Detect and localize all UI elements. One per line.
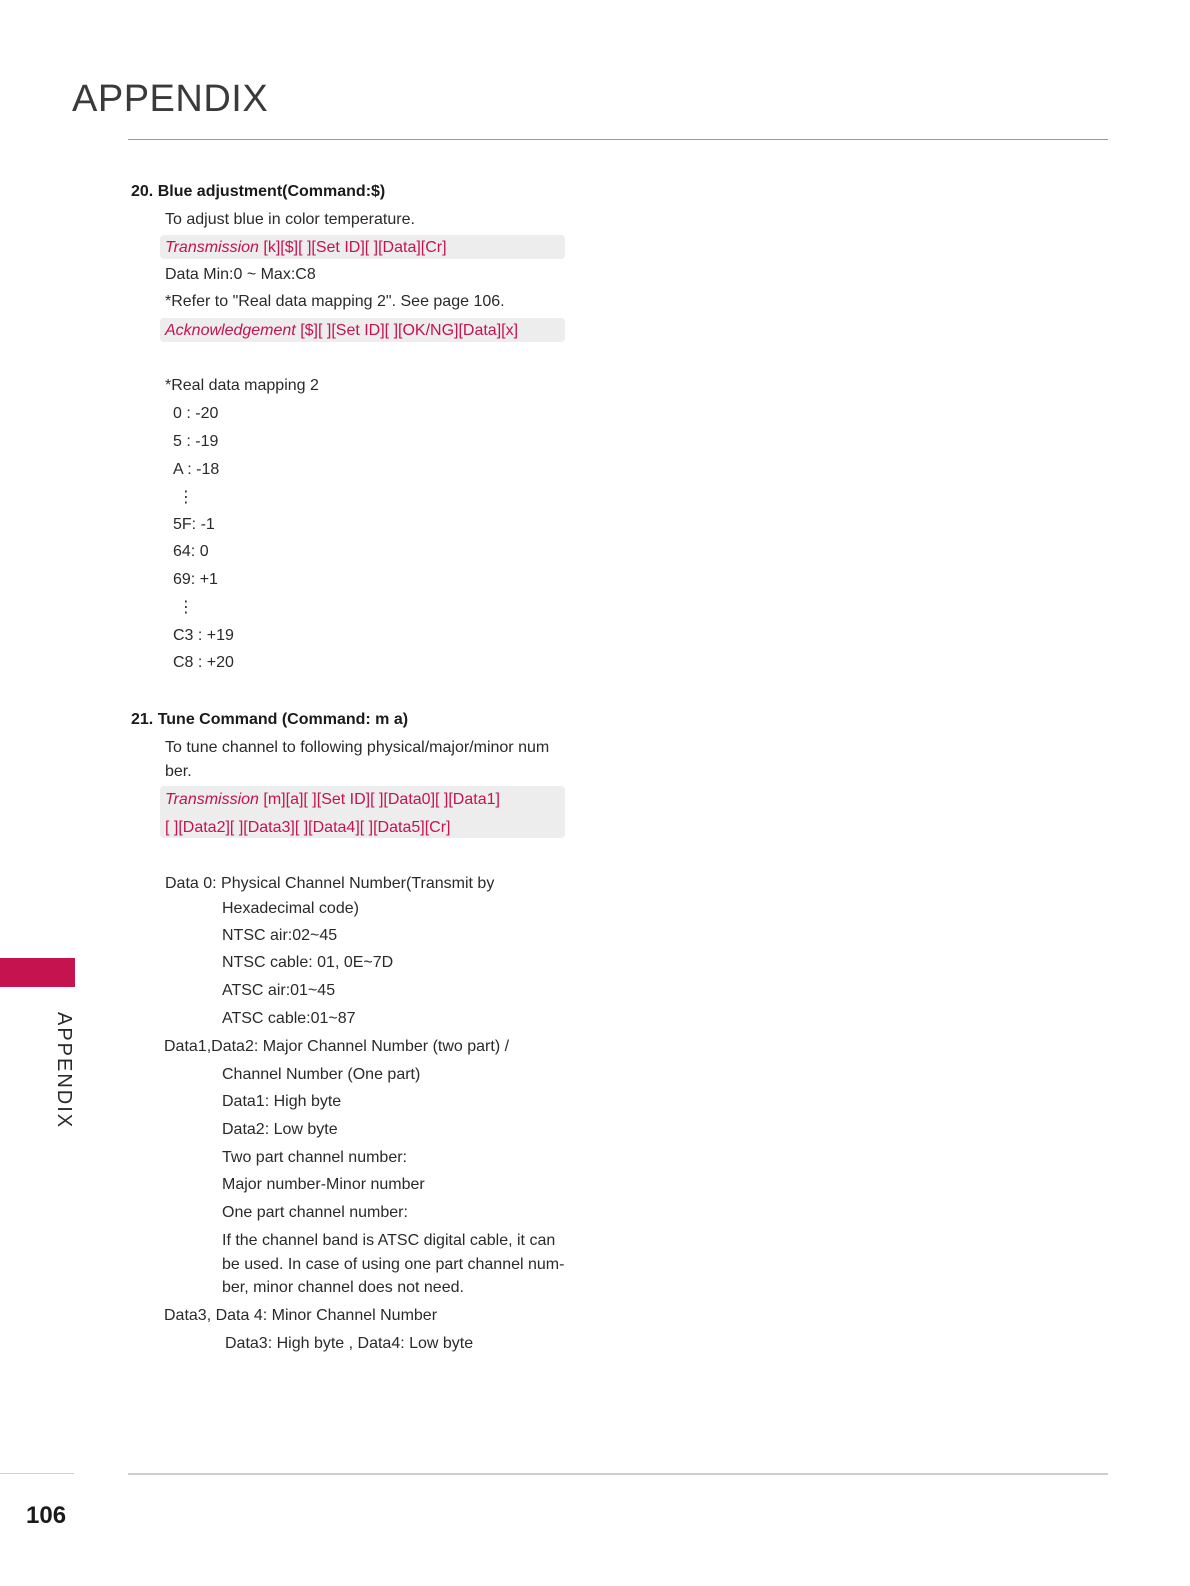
two-part-label: Two part channel number: — [222, 1149, 407, 1166]
data1-data2-line: Channel Number (One part) — [222, 1066, 421, 1083]
section-20-refer: *Refer to "Real data mapping 2". See page 106. — [165, 293, 505, 310]
one-part-note: If the channel band is ATSC digital cable, it can — [222, 1232, 556, 1249]
mapping-row: 5F: -1 — [173, 516, 215, 533]
atsc-cable: ATSC cable:01~87 — [222, 1010, 356, 1027]
ntsc-air: NTSC air:02~45 — [222, 927, 338, 944]
data3-data4-line: Data3, Data 4: Minor Channel Number — [164, 1307, 438, 1324]
section-20-description: To adjust blue in color temperature. — [165, 211, 415, 228]
transmission-label: Transmission — [165, 791, 259, 808]
section-21-description: To tune channel to following physical/major/minor num — [165, 739, 550, 756]
mapping-row: C8 : +20 — [173, 654, 234, 671]
footer-divider-left — [0, 1473, 74, 1474]
acknowledgement-label: Acknowledgement — [165, 322, 296, 339]
two-part-format: Major number-Minor number — [222, 1176, 425, 1193]
section-20-acknowledgement — [165, 321, 518, 341]
mapping-row: C3 : +19 — [173, 627, 234, 644]
data2-low-byte: Data2: Low byte — [222, 1121, 338, 1138]
mapping-title: *Real data mapping 2 — [165, 377, 319, 394]
one-part-note: be used. In case of using one part channel num- — [222, 1256, 565, 1273]
acknowledgement-value: [$][ ][Set ID][ ][OK/NG][Data][x] — [295, 322, 519, 339]
header-divider — [128, 139, 1108, 140]
mapping-row: 0 : -20 — [173, 405, 219, 422]
page-header-title: APPENDIX — [72, 78, 269, 120]
mapping-row: 5 : -19 — [173, 433, 219, 450]
mapping-ellipsis: ⋮ — [178, 599, 194, 616]
mapping-row: 64: 0 — [173, 543, 209, 560]
data3-data4-bytes: Data3: High byte , Data4: Low byte — [225, 1335, 474, 1352]
one-part-label: One part channel number: — [222, 1204, 408, 1221]
section-20-transmission — [165, 238, 447, 258]
section-21-transmission — [165, 790, 500, 810]
ntsc-cable: NTSC cable: 01, 0E~7D — [222, 954, 394, 971]
footer-divider — [128, 1473, 1108, 1475]
section-21-description-cont: ber. — [165, 763, 192, 780]
transmission-value: [k][$][ ][Set ID][ ][Data][Cr] — [258, 239, 447, 256]
section-21-heading: 21. Tune Command (Command: m a) — [131, 711, 409, 728]
atsc-air: ATSC air:01~45 — [222, 982, 336, 999]
data0-line: Hexadecimal code) — [222, 900, 359, 917]
side-appendix-label: APPENDIX — [53, 1012, 75, 1130]
section-21-transmission-cont: [ ][Data2][ ][Data3][ ][Data4][ ][Data5][Cr] — [165, 819, 451, 836]
data1-high-byte: Data1: High byte — [222, 1093, 342, 1110]
one-part-note: ber, minor channel does not need. — [222, 1279, 464, 1296]
mapping-ellipsis: ⋮ — [178, 489, 194, 506]
transmission-label: Transmission — [165, 239, 259, 256]
mapping-row: A : -18 — [173, 461, 220, 478]
data0-line: Data 0: Physical Channel Number(Transmit by — [165, 875, 495, 892]
mapping-row: 69: +1 — [173, 571, 218, 588]
side-tab-marker — [0, 958, 75, 987]
section-20-data-range: Data Min:0 ~ Max:C8 — [165, 266, 316, 283]
section-20-heading: 20. Blue adjustment(Command:$) — [131, 183, 386, 200]
page-number: 106 — [26, 1502, 67, 1529]
data1-data2-line: Data1,Data2: Major Channel Number (two part) / — [164, 1038, 510, 1055]
transmission-value: [m][a][ ][Set ID][ ][Data0][ ][Data1] — [258, 791, 500, 808]
